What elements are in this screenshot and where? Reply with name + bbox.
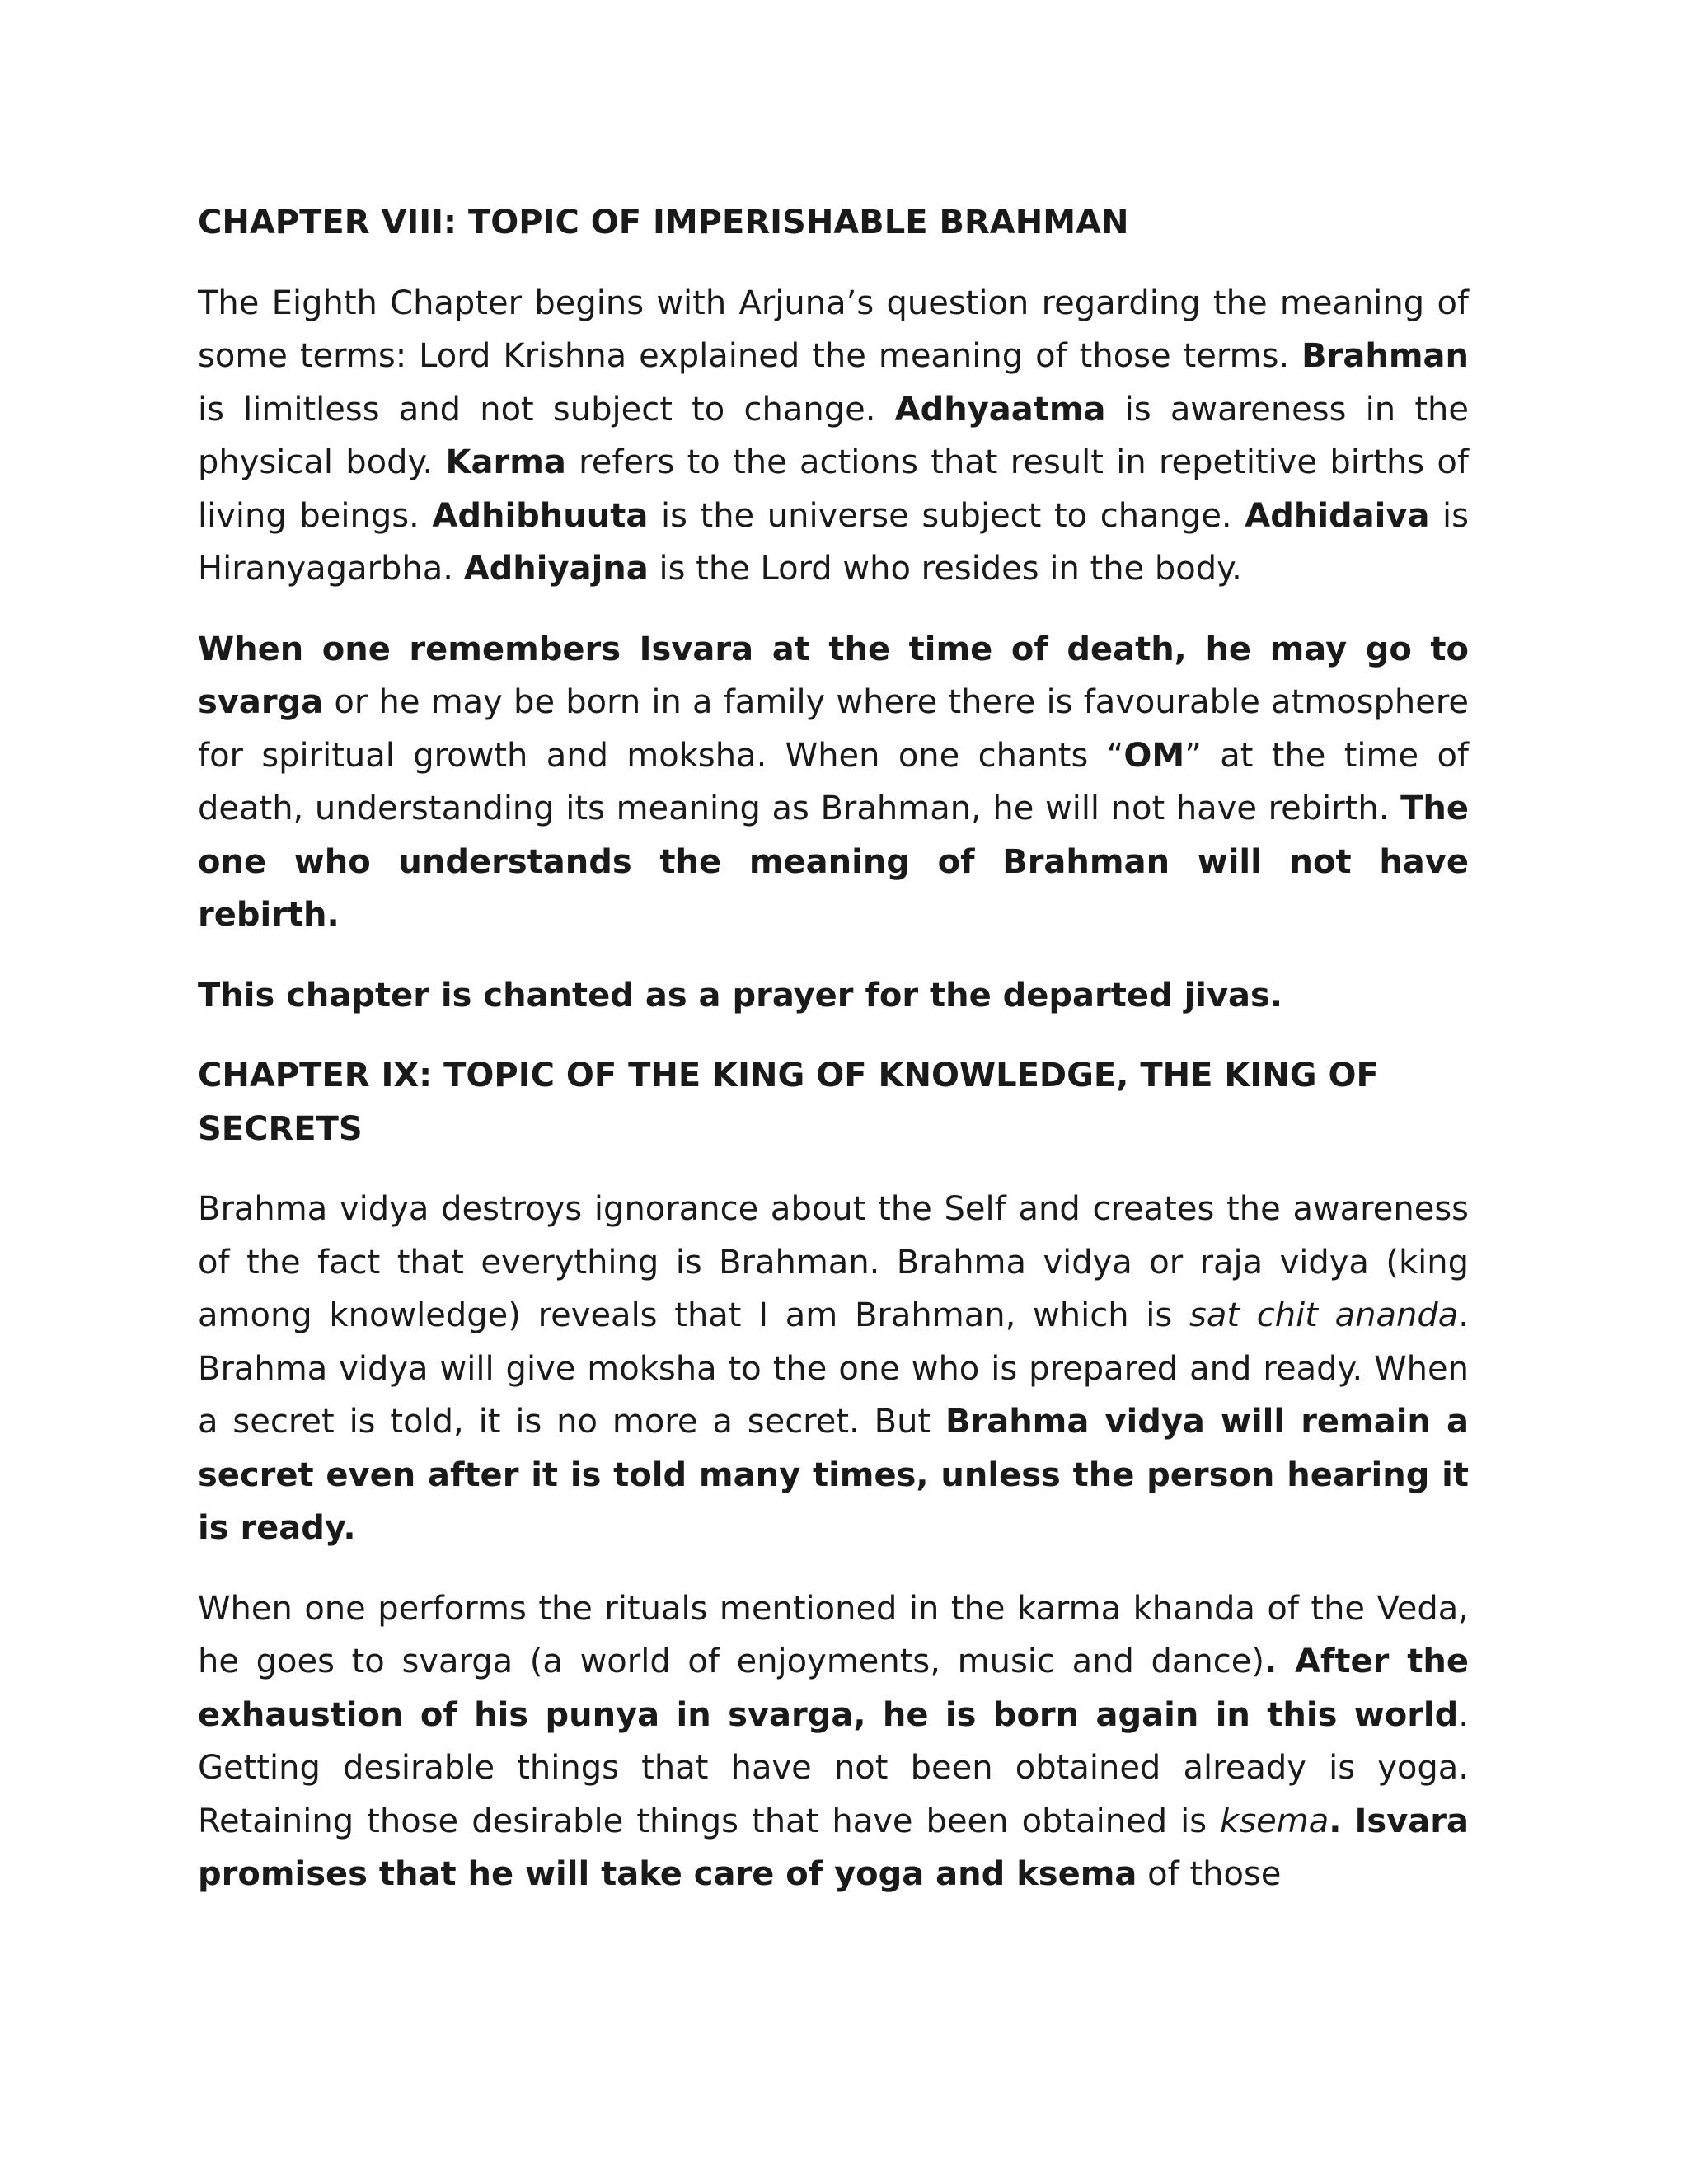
italic-span: sat chit ananda (1189, 1296, 1459, 1334)
text-span: ” at the time of death, understanding its meaning as Brahman, he will not have rebirth. (198, 736, 1469, 827)
chapter-9-paragraph-1 (198, 1183, 1469, 1555)
text-span: or he may be born in a family where there is favourable atmosphere for spiritual growth and moksha. When one chants “ (198, 683, 1469, 775)
term-adhiyajna: Adhiyajna (463, 550, 649, 588)
text-span: . Brahma vidya will give moksha to the one who is prepared and ready. When a secret is told, it is no more a secret. But (198, 1296, 1470, 1441)
text-span: of those (1137, 1855, 1282, 1893)
text-span: is Hiranyagarbha. (198, 496, 1470, 588)
bold-span: Isvara promises that he will take care of yoga and ksema (198, 1802, 1470, 1893)
text-span: When one performs the rituals mentioned in the karma khanda of the Veda, he goes to svarga (a world of enjoyments, music and dance) (198, 1589, 1469, 1680)
text-span: is the universe subject to change. (648, 496, 1245, 535)
chapter-8-paragraph-2 (198, 623, 1469, 942)
text-span (1341, 1802, 1354, 1840)
chapter-8-heading: CHAPTER VIII: TOPIC OF IMPERISHABLE BRAHMAN (198, 204, 1129, 241)
term-adhidaiva: Adhidaiva (1245, 496, 1430, 535)
text-span: Brahma vidya destroys ignorance about the Self and creates the awareness of the fact that everything is Brahman. Brahma vidya or raja vidya (king among knowledge) reveals that I am Brahman, which is (198, 1190, 1469, 1334)
chapter-9-paragraph-2 (198, 1582, 1469, 1901)
italic-span: ksema (1220, 1802, 1329, 1840)
bold-span: . (1329, 1802, 1342, 1840)
bold-span: . After the exhaustion of his punya in svarga, he is born again in this world (198, 1643, 1470, 1734)
text-span: The Eighth Chapter begins with Arjuna’s question regarding the meaning of some terms: Lord Krishna explained the meaning of those terms. (198, 284, 1469, 375)
term-karma: Karma (445, 443, 566, 481)
term-adhibhuuta: Adhibhuuta (432, 496, 649, 535)
text-span: refers to the actions that result in repetitive births of living beings. (198, 443, 1469, 535)
term-brahman: Brahman (1301, 337, 1469, 375)
text-span: is the Lord who resides in the body. (648, 550, 1242, 588)
text-span: is awareness in the physical body. (198, 390, 1469, 481)
text-span: . Getting desirable things that have not been obtained already is yoga. Retaining those desirable things that have been obtained is (198, 1695, 1469, 1840)
bold-span: The one who understands the meaning of Brahman will not have rebirth. (198, 790, 1469, 934)
bold-span: When one remembers Isvara at the time of death, he may go to svarga (198, 630, 1469, 721)
chapter-8-paragraph-1 (198, 277, 1469, 596)
text-span: is limitless and not subject to change. (198, 390, 895, 429)
chapter-8-paragraph-3: This chapter is chanted as a prayer for the departed jivas. (198, 976, 1283, 1015)
document-page (198, 196, 1469, 1929)
term-om: OM (1123, 736, 1185, 775)
chapter-9-heading: CHAPTER IX: TOPIC OF THE KING OF KNOWLEDGE, THE KING OF SECRETS (198, 1057, 1379, 1148)
term-adhyaatma: Adhyaatma (894, 390, 1106, 429)
bold-span: Brahma vidya will remain a secret even after it is told many times, unless the person hearing it is ready. (198, 1403, 1469, 1547)
